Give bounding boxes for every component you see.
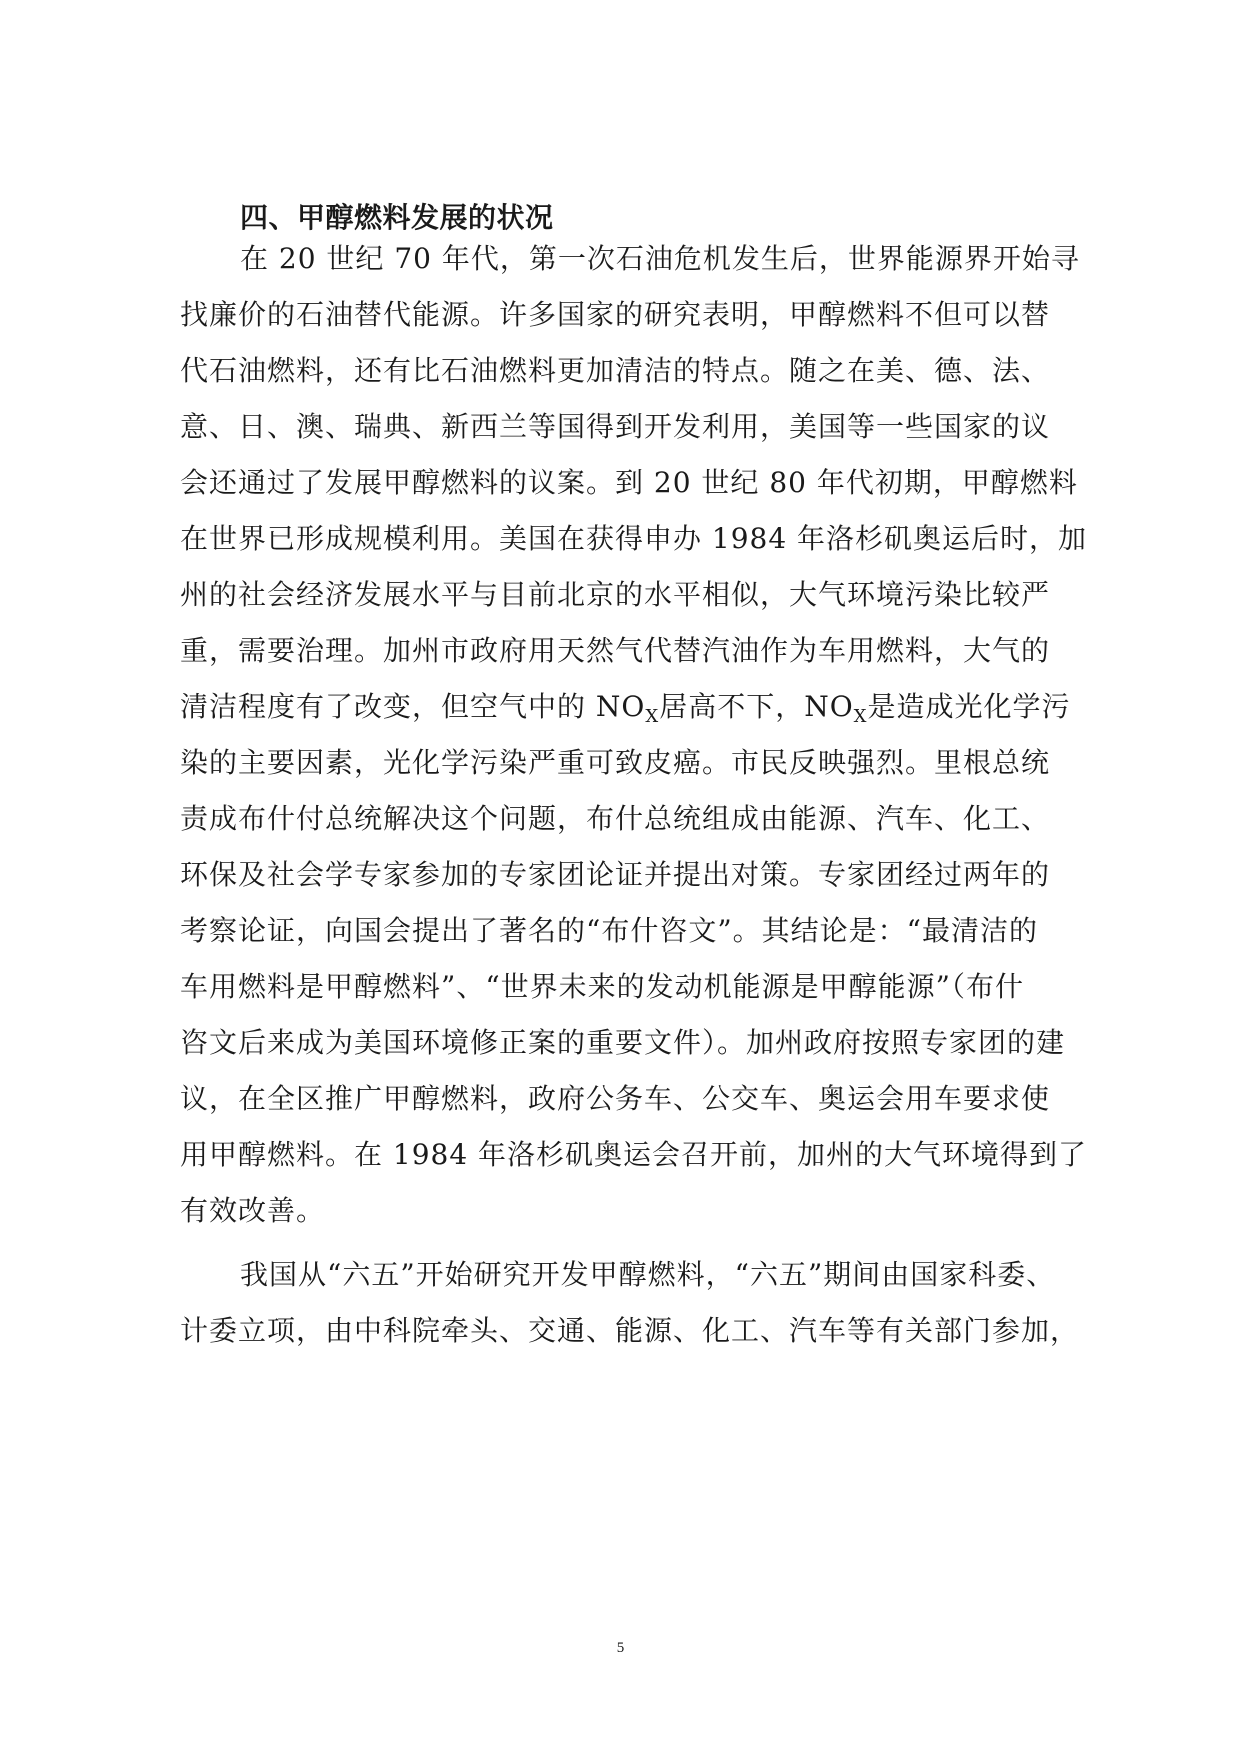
paragraph-1-line-1: 在 20 世纪 70 年代，第一次石油危机发生后，世界能源界开始寻	[240, 242, 1080, 275]
paragraph-1-line-10: 染的主要因素，光化学污染严重可致皮癌。市民反映强烈。里根总统	[180, 746, 1051, 779]
paragraph-1-line-8: 重，需要治理。加州市政府用天然气代替汽油作为车用燃料，大气的	[180, 634, 1051, 667]
paragraph-1-line-15: 咨文后来成为美国环境修正案的重要文件）。加州政府按照专家团的建	[180, 1026, 1066, 1059]
paragraph-1-line-11: 责成布什付总统解决这个问题，布什总统组成由能源、汽车、化工、	[180, 802, 1051, 835]
paragraph-1-line-9	[180, 687, 1071, 727]
subscript-x: X	[645, 706, 660, 727]
text-segment: 居高不下，NO	[659, 690, 854, 723]
paragraph-1-line-12: 环保及社会学专家参加的专家团论证并提出对策。专家团经过两年的	[180, 858, 1051, 891]
paragraph-1-line-2: 找廉价的石油替代能源。许多国家的研究表明，甲醇燃料不但可以替	[180, 298, 1051, 331]
paragraph-1-line-13: 考察论证，向国会提出了著名的“布什咨文”。其结论是：“最清洁的	[180, 914, 1038, 947]
paragraph-1-line-17: 用甲醇燃料。在 1984 年洛杉矶奥运会召开前，加州的大气环境得到了	[180, 1138, 1088, 1171]
paragraph-1-line-4: 意、日、澳、瑞典、新西兰等国得到开发利用，美国等一些国家的议	[180, 410, 1051, 443]
paragraph-2-line-1: 我国从“六五”开始研究开发甲醇燃料，“六五”期间由国家科委、	[240, 1258, 1056, 1291]
paragraph-1-line-5: 会还通过了发展甲醇燃料的议案。到 20 世纪 80 年代初期，甲醇燃料	[180, 466, 1078, 499]
text-segment: 清洁程度有了改变，但空气中的 NO	[180, 690, 646, 723]
subscript-x: X	[853, 706, 868, 727]
paragraph-2-line-2: 计委立项，由中科院牵头、交通、能源、化工、汽车等有关部门参加，	[180, 1314, 1080, 1347]
paragraph-1-line-14: 车用燃料是甲醇燃料”、“世界未来的发动机能源是甲醇能源”（布什	[180, 970, 1024, 1003]
text-segment: 是造成光化学污	[867, 690, 1071, 723]
paragraph-1-line-6: 在世界已形成规模利用。美国在获得申办 1984 年洛杉矶奥运后时，加	[180, 522, 1088, 555]
section-heading: 四、甲醇燃料发展的状况	[240, 201, 554, 234]
page-number: 5	[616, 1640, 625, 1656]
paragraph-1-line-16: 议，在全区推广甲醇燃料，政府公务车、公交车、奥运会用车要求使	[180, 1082, 1051, 1115]
paragraph-1-line-7: 州的社会经济发展水平与目前北京的水平相似，大气环境污染比较严	[180, 578, 1051, 611]
paragraph-1-line-3: 代石油燃料，还有比石油燃料更加清洁的特点。随之在美、德、法、	[180, 354, 1051, 387]
paragraph-1-line-18: 有效改善。	[180, 1194, 326, 1227]
